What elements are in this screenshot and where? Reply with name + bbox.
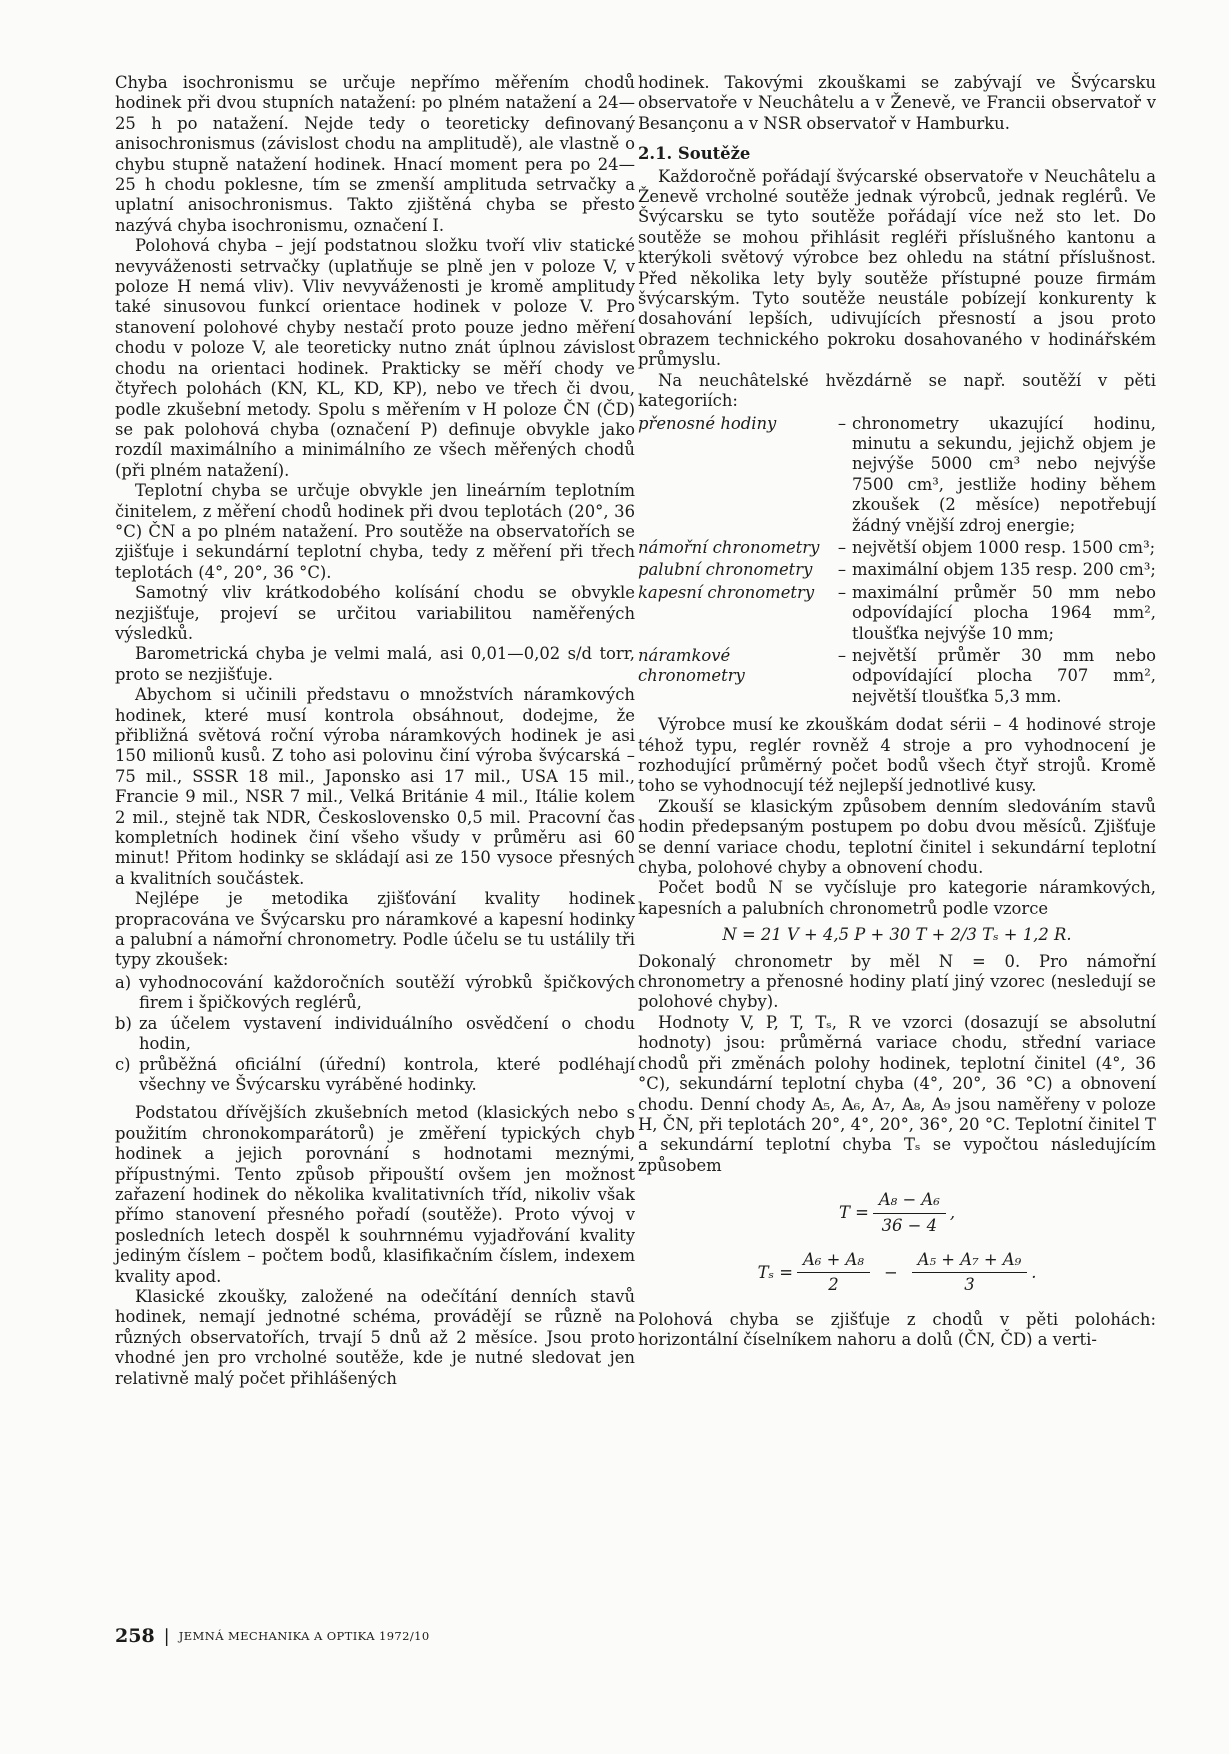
journal-title: JEMNÁ MECHANIKA A OPTIKA 1972/10 <box>178 1629 430 1643</box>
section-heading: 2.1. Soutěže <box>638 144 751 164</box>
page-footer <box>115 1625 430 1647</box>
formula-secondary-error: Tₛ = $\frac{\text{A₆ + A₈}}{2}$ − $\frac{\text{A₅ + A₇ + A₉}}{3}$ . <box>757 1249 1037 1295</box>
page-number: 258 <box>115 1625 155 1647</box>
category-row: kapesní chronometry – maximální průměr 50 mm nebo odpovídající plocha 1964 mm², tloušťka nejvýše 10 mm; <box>638 582 1156 643</box>
footer-separator: | <box>163 1625 170 1647</box>
category-row: náramkové chronometry – největší průměr 30 mm nebo odpovídající plocha 707 mm², největší tloušťka 5,3 mm. <box>638 645 1156 706</box>
paragraph-earlier-methods: Podstatou dřívějších zkušebních metod (klasických nebo s použitím chronokomparátorů) je změření typických chyb hodinek a jejich porovnání s hodnotami meznými, přípustnými. Tento způsob připouští ovšem jen možnost zařazení hodinek do několika kvalitativních tříd, nikoliv však přímo stanovení přesného pořadí (soutěže). Proto vývoj v posledních letech dospěl k souhrnnému vyjadřování kvality jediným číslem – počtem bodů, klasifikačním číslem, indexem kvality apod. <box>115 1103 635 1286</box>
paragraph-points-formula-intro: Počet bodů N se vyčísluje pro kategorie náramkových, kapesních a palubních chronometrů podle vzorce <box>638 878 1156 918</box>
list-item: a) vyhodnocování každoročních soutěží výrobků špičkových firem i špičkových reglérů, <box>115 972 635 1013</box>
paragraph-position-measurement: Polohová chyba se zjišťuje z chodů v pěti polohách: horizontální číselníkem nahoru a dolů (ČN, ČD) a verti- <box>638 1309 1156 1350</box>
paragraph-swiss-methodology: Nejlépe je metodika zjišťování kvality hodinek propracována ve Švýcarsku pro náramkové a kapesní hodinky a palubní a námořní chronometry. Podle účelu se tu ustálily tři typy zkoušek: <box>115 889 635 970</box>
list-item: b) za účelem vystavení individuálního osvědčení o chodu hodin, <box>115 1013 635 1054</box>
test-types-list <box>115 973 635 1095</box>
paragraph-observatories: hodinek. Takovými zkouškami se zabývají ve Švýcarsku observatoře v Neuchâtelu a v Ženevě, ve Francii observatoř v Besançonu a v NSR observatoř v Hamburku. <box>638 73 1156 133</box>
paragraph-test-method: Zkouší se klasickým způsobem denním sledováním stavů hodin předepsaným postupem po dobu dvou měsíců. Zjišťuje se denní variace chodu, teplotní činitel i sekundární teplotní chyba, polohové chyby a obnovení chodu. <box>638 796 1156 878</box>
paragraph-values: Hodnoty V, P, T, Tₛ, R ve vzorci (dosazují se absolutní hodnoty) jsou: průměrná variace chodu, střední variace chodů při změnách polohy hodinek, teplotní činitel (4°, 36 °C), sekundární teplotní chyba (4°, 20°, 36 °C) a obnovení chodu. Denní chody A₅, A₆, A₇, A₈, A₉ jsou naměřeny v poloze H, ČN, při teplotách 20°, 4°, 20°, 36°, 20 °C. Teplotní činitel T a sekundární teplotní chyba Tₛ se vypočtou následujícím způsobem <box>638 1012 1156 1175</box>
right-column <box>638 73 1156 1351</box>
category-row: přenosné hodiny – chronometry ukazující hodinu, minutu a sekundu, jejichž objem je nejvýše 5000 cm³ nebo nejvýše 7500 cm³, jestliže hodiny během zkoušek (2 měsíce) nepotřebují žádný vnější zdroj energie; <box>638 413 1156 535</box>
paragraph-series: Výrobce musí ke zkouškám dodat sérii – 4 hodinové stroje téhož typu, reglér rovněž 4 stroje a pro vyhodnocení je rozhodující průměrný počet bodů všech čtyř strojů. Kromě toho se vyhodnocují též nejlepší jednotlivé kusy. <box>638 715 1156 796</box>
paragraph-short-term-variation: Samotný vliv krátkodobého kolísání chodu se obvykle nezjišťuje, projeví se určitou variabilitou naměřených výsledků. <box>115 583 635 643</box>
left-column <box>115 73 635 1389</box>
paragraph-temperature-error: Teplotní chyba se určuje obvykle jen lineárním teplotním činitelem, z měření chodů hodinek při dvou teplotách (20°, 36 °C) ČN a po plném natažení. Pro soutěže na observatořích se zjišťuje i sekundární teplotní chyba, tedy z měření při třech teplotách (4°, 20°, 36 °C). <box>115 481 635 582</box>
category-row: palubní chronometry – maximální objem 135 resp. 200 cm³; <box>638 560 1156 580</box>
list-item: c) průběžná oficiální (úřední) kontrola, které podléhají všechny ve Švýcarsku vyráběné hodinky. <box>115 1054 635 1094</box>
paragraph-production-volumes: Abychom si učinili představu o množstvích náramkových hodinek, které musí kontrola obsáhnout, dodejme, že přibližná světová roční výroba náramkových hodinek je asi 150 milionů kusů. Z toho asi polovinu činí výroba švýcarská – 75 mil., SSSR 18 mil., Japonsko asi 17 mil., USA 15 mil., Francie 9 mil., NSR 7 mil., Velká Británie 4 mil., Itálie kolem 2 mil., stejně tak NDR, Československo 0,5 mil. Pracovní čas kompletních hodinek činí všeho všudy v průměru asi 60 minut! Přitom hodinky se skládají asi ze 150 vysoce přesných a kvalitních součástek. <box>115 685 635 888</box>
paragraph-perfect-chronometer: Dokonalý chronometr by měl N = 0. Pro námořní chronometry a přenosné hodiny platí jiný vzorec (nesledují se polohové chyby). <box>638 951 1156 1012</box>
paragraph-barometric-error: Barometrická chyba je velmi malá, asi 0,01—0,02 s/d torr, proto se nezjišťuje. <box>115 644 635 684</box>
paragraph-competitions: Každoročně pořádají švýcarské observatoře v Neuchâtelu a Ženevě vrcholné soutěže jednak výrobců, jednak reglérů. Ve Švýcarsku se tyto soutěže pořádají více než sto let. Do soutěže se mohou přihlásit regléři příslušného kantonu a kterýkoli světový výrobce bez ohledu na státní příslušnost. Před několika lety byly soutěže přístupné pouze firmám švýcarským. Tyto soutěže neustále pobízejí konkurenty k dosahování lepších, udivujících přesností a jsou proto obrazem technického pokroku dosahovaného v hodinářském průmyslu. <box>638 166 1156 370</box>
formula-temperature-coefficient: T = $\frac{\text{A₈ − A₆}}{36 - 4}$ , <box>838 1190 956 1235</box>
paragraph-categories-intro: Na neuchâtelské hvězdárně se např. soutěží v pěti kategoriích: <box>638 370 1156 411</box>
paragraph-classic-tests: Klasické zkoušky, založené na odečítání denních stavů hodinek, nemají jednotné schéma, provádějí se různě na různých observatořích, trvají 5 dnů až 2 měsíce. Jsou proto vhodné jen pro vrcholné soutěže, kde je nutné sledovat jen relativně malý počet přihlášených <box>115 1286 635 1388</box>
paragraph-isochronism: Chyba isochronismu se určuje nepřímo měřením chodů hodinek při dvou stupních natažení: po plném natažení a 24—25 h po natažení. Nejde tedy o teoreticky definovaný anisochronismus (závislost chodu na amplitudě), ale vlastně o chybu stupně natažení hodinek. Hnací moment pera po 24—25 h chodu poklesne, tím se zmenší amplituda setrvačky a uplatní anisochronismus. Takto zjištěná chyba se přesto nazývá chyba isochronismu, označení I. <box>115 73 635 235</box>
paragraph-position-error: Polohová chyba – její podstatnou složku tvoří vliv statické nevyváženosti setrvačky (uplatňuje se plně jen v poloze V, v poloze H nemá vliv). Vliv nevyváženosti je kromě amplitudy také sinusovou funkcí orientace hodinek v poloze V. Pro stanovení polohové chyby nestačí proto pouze jedno měření chodu v poloze V, ale teoreticky nutno znát úplnou závislost chodu na orientaci hodinek. Prakticky se měří chody ve čtyřech polohách (KN, KL, KD, KP), nebo ve třech či dvou, podle zkušební metody. Spolu s měřením v H poloze ČN (ČD) se pak polohová chyba (označení P) definuje obvykle jako rozdíl maximálního a minimálního ze všech měřených chodů (při plném natažení). <box>115 236 635 480</box>
category-row: námořní chronometry – největší objem 1000 resp. 1500 cm³; <box>638 537 1156 557</box>
points-equation: N = 21 V + 4,5 P + 30 T + 2/3 Tₛ + 1,2 R. <box>722 925 1072 945</box>
